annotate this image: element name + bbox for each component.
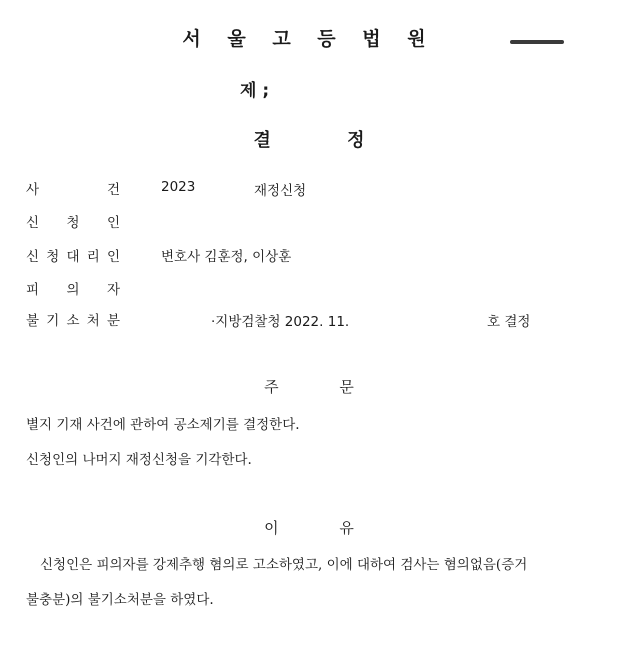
case-label-char: 사: [26, 182, 40, 198]
suspect-label: [26, 278, 120, 298]
order-paragraph: 신청인의 나머지 재정신청을 기각한다.: [26, 452, 252, 468]
suspect-label-char: 의: [66, 282, 80, 298]
document-type: 결 정: [253, 130, 365, 151]
non-indictment-label: [26, 309, 120, 329]
order-paragraph: 별지 기재 사건에 관하여 공소제기를 결정한다.: [26, 417, 300, 433]
non-indictment-label-char: 분: [106, 313, 120, 329]
non-indictment-label-char: 처: [86, 313, 100, 329]
chamber-number: 제 ;: [240, 81, 270, 101]
court-name: 서 울 고 등 법 원: [182, 28, 436, 50]
case-type: 재정신청: [254, 183, 307, 199]
reason-paragraph-line: 불충분)의 불기소처분을 하였다.: [26, 592, 214, 608]
applicant-agent-label-char: 신: [26, 249, 40, 265]
case-year: 2023: [161, 179, 196, 195]
non-indictment-decision: 호 결정: [487, 314, 531, 330]
non-indictment-label-char: 기: [46, 313, 60, 329]
non-indictment-label-char: 불: [26, 313, 40, 329]
applicant-label-char: 신: [26, 215, 40, 231]
case-label-char: 건: [106, 182, 120, 198]
applicant-label-char: 인: [106, 215, 120, 231]
redaction-mark: [510, 40, 564, 44]
applicant-agent-label-char: 대: [66, 249, 80, 265]
case-label: [26, 178, 120, 198]
applicant-agent-label-char: 청: [46, 249, 60, 265]
non-indictment-office: ·지방검찰청 2022. 11.: [211, 314, 350, 330]
applicant-agent-label: [26, 245, 120, 265]
suspect-label-char: 피: [26, 282, 40, 298]
order-heading: 주 문: [264, 378, 354, 396]
applicant-agent-label-char: 리: [86, 249, 100, 265]
applicant-agent-label-char: 인: [106, 249, 120, 265]
non-indictment-label-char: 소: [66, 313, 80, 329]
reason-heading: 이 유: [264, 519, 354, 537]
applicant-agent-value: 변호사 김훈정, 이상훈: [161, 249, 292, 265]
applicant-label-char: 청: [66, 215, 80, 231]
reason-paragraph-line: 신청인은 피의자를 강제추행 혐의로 고소하였고, 이에 대하여 검사는 혐의없음(증거: [40, 557, 528, 573]
suspect-label-char: 자: [106, 282, 120, 298]
applicant-label: [26, 211, 120, 231]
